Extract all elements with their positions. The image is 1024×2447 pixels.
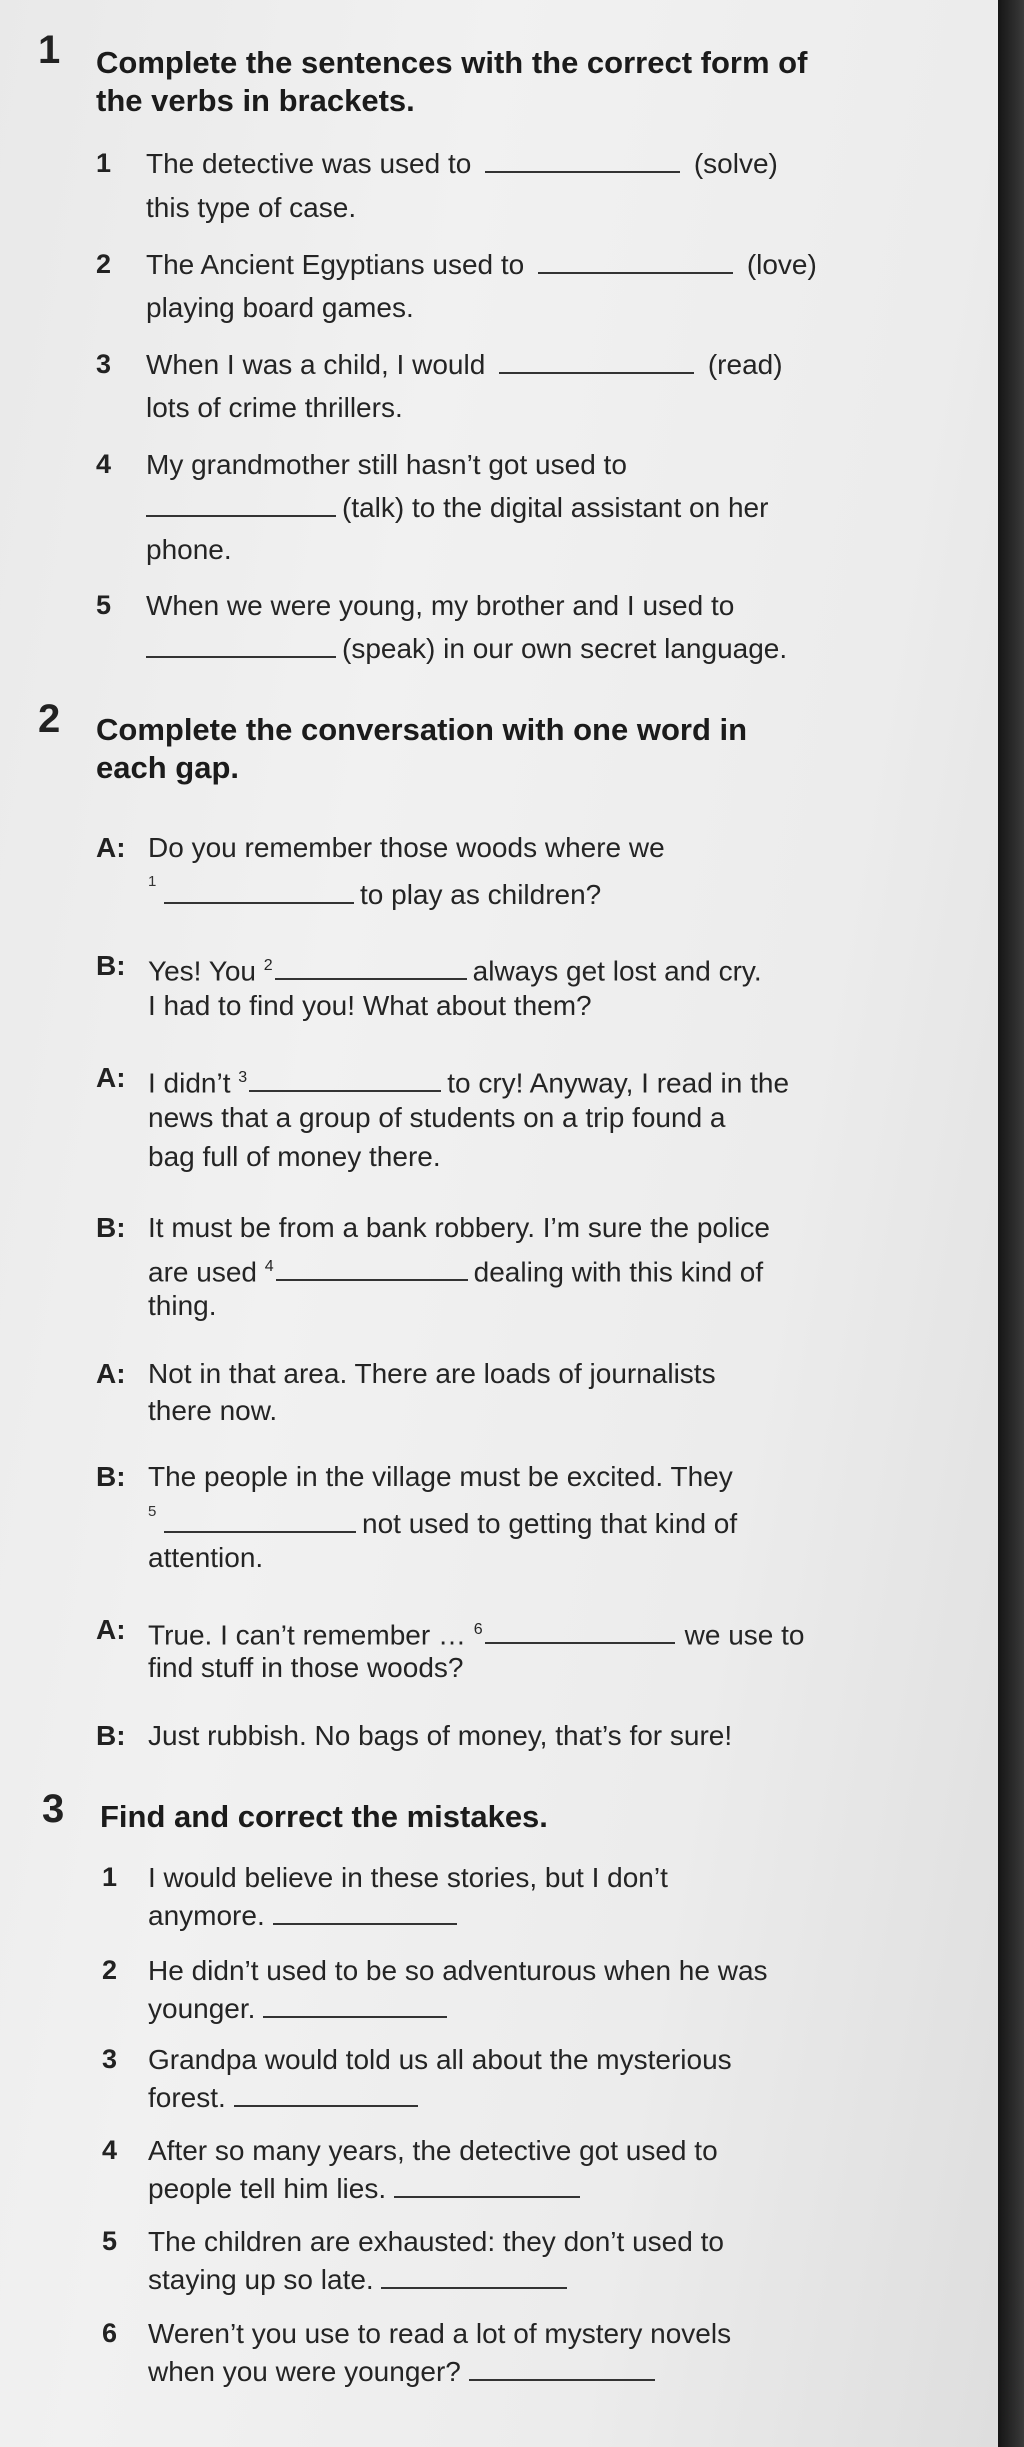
gap-number: 4 xyxy=(264,1258,274,1275)
page-edge-shadow xyxy=(998,0,1024,2447)
s3-item-1-line-1: I would believe in these stories, but I don’t xyxy=(148,1862,668,1893)
answer-blank[interactable] xyxy=(275,956,467,980)
speaker-label: A: xyxy=(96,1614,126,1645)
s1-item-4-line-1: My grandmother still hasn’t got used to xyxy=(146,449,627,480)
s3-item-1-text: anymore. xyxy=(148,1900,265,1931)
s3-item-6-line-2 xyxy=(148,2354,655,2390)
conv-line-2-text-2: I had to find you! What about them? xyxy=(148,990,592,1021)
s1-item-3-number: 3 xyxy=(96,349,112,379)
section-2-number: 2 xyxy=(38,697,61,741)
conv-line-2-text-1 xyxy=(148,948,762,989)
answer-blank[interactable] xyxy=(499,350,694,374)
s3-item-5-text: staying up so late. xyxy=(148,2264,374,2295)
answer-blank[interactable] xyxy=(381,2265,567,2289)
s1-item-4-text-b: (talk) to the digital assistant on her xyxy=(342,492,769,523)
s3-item-4-text: people tell him lies. xyxy=(148,2173,387,2204)
section-1-title-line-1: Complete the sentences with the correct form of xyxy=(96,45,808,80)
gap-number: 2 xyxy=(263,957,273,974)
conv-line-7-text-a: True. I can’t remember … xyxy=(148,1619,466,1651)
answer-blank[interactable] xyxy=(469,2357,655,2381)
gap-number: 3 xyxy=(238,1069,248,1086)
s3-item-3-line-1: Grandpa would told us all about the mysterious xyxy=(148,2044,732,2075)
conv-line-4-text-3: thing. xyxy=(148,1290,217,1321)
s1-item-2-line-2: playing board games. xyxy=(146,292,414,323)
s3-item-2-number: 2 xyxy=(102,1955,118,1985)
s3-item-6-number: 6 xyxy=(102,2318,118,2348)
s3-item-6-line-1: Weren’t you use to read a lot of mystery novels xyxy=(148,2318,732,2349)
section-2-title-line-1: Complete the conversation with one word in xyxy=(96,712,748,747)
s1-item-1-text-a: The detective was used to xyxy=(146,148,472,179)
conv-line-1-text-1: Do you remember those woods where we xyxy=(148,832,665,863)
s3-item-5-number: 5 xyxy=(102,2226,118,2256)
conv-line-7-text-2: find stuff in those woods? xyxy=(148,1652,464,1683)
answer-blank[interactable] xyxy=(485,1620,675,1644)
conv-line-7-text-1 xyxy=(148,1612,805,1653)
s1-item-5-line-1: When we were young, my brother and I used to xyxy=(146,590,735,621)
speaker-label: B: xyxy=(96,1461,126,1492)
conv-line-6-text-2 xyxy=(164,1506,737,1542)
s3-item-3-number: 3 xyxy=(102,2044,118,2074)
answer-blank[interactable] xyxy=(538,250,733,274)
conv-line-1-text-2b: to play as children? xyxy=(360,879,602,910)
s1-item-3-hint: (read) xyxy=(707,349,783,380)
conv-line-3-text-1 xyxy=(148,1060,789,1101)
speaker-label: A: xyxy=(96,1358,126,1389)
s1-item-1-hint: (solve) xyxy=(693,148,778,179)
s3-item-2-line-2 xyxy=(148,1991,447,2027)
conv-line-2-text-b: always get lost and cry. xyxy=(472,955,762,987)
section-3-title: Find and correct the mistakes. xyxy=(100,1799,548,1834)
gap-number: 1 xyxy=(148,873,157,890)
answer-blank[interactable] xyxy=(146,634,336,658)
section-2-title-line-2: each gap. xyxy=(96,750,239,785)
speaker-label: B: xyxy=(96,950,126,981)
s3-item-4-line-1: After so many years, the detective got used to xyxy=(148,2135,718,2166)
s1-item-1-line-1 xyxy=(146,146,778,182)
conv-line-3-text-3: bag full of money there. xyxy=(148,1141,441,1172)
s1-item-4-line-3: phone. xyxy=(146,534,232,565)
s1-item-5-text-b: (speak) in our own secret language. xyxy=(342,633,788,664)
s1-item-1-line-2: this type of case. xyxy=(146,192,357,223)
answer-blank[interactable] xyxy=(276,1257,468,1281)
s3-item-1-number: 1 xyxy=(102,1862,118,1892)
conv-line-7-text-b: we use to xyxy=(684,1619,805,1651)
s3-item-2-text: younger. xyxy=(148,1993,256,2024)
speaker-label: A: xyxy=(96,1062,126,1093)
s3-item-5-line-2 xyxy=(148,2262,567,2298)
s1-item-2-text-a: The Ancient Egyptians used to xyxy=(146,249,525,280)
conv-line-4-text-1: It must be from a bank robbery. I’m sure the police xyxy=(148,1212,770,1243)
s1-item-3-line-1 xyxy=(146,347,783,383)
answer-blank[interactable] xyxy=(164,1509,356,1533)
s1-item-5-number: 5 xyxy=(96,590,112,620)
s1-item-2-hint: (love) xyxy=(746,249,817,280)
s1-item-2-line-1 xyxy=(146,247,817,283)
conv-line-3-text-b: to cry! Anyway, I read in the xyxy=(447,1067,790,1099)
speaker-label: A: xyxy=(96,832,126,863)
s1-item-1-number: 1 xyxy=(96,148,112,178)
s3-item-4-number: 4 xyxy=(102,2135,118,2165)
s1-item-4-line-2 xyxy=(146,490,768,526)
answer-blank[interactable] xyxy=(485,149,680,173)
s3-item-2-line-1: He didn’t used to be so adventurous when he was xyxy=(148,1955,768,1986)
s3-item-3-text: forest. xyxy=(148,2082,226,2113)
gap-number: 6 xyxy=(473,1621,483,1638)
conv-line-8-text-1: Just rubbish. No bags of money, that’s for sure! xyxy=(148,1720,733,1751)
s3-item-1-line-2 xyxy=(148,1898,457,1934)
answer-blank[interactable] xyxy=(146,493,336,517)
conv-line-1-text-2 xyxy=(164,877,601,913)
section-1-number: 1 xyxy=(38,28,61,72)
s1-item-3-line-2: lots of crime thrillers. xyxy=(146,392,403,423)
answer-blank[interactable] xyxy=(263,1994,447,2018)
conv-line-5-text-2: there now. xyxy=(148,1395,278,1426)
conv-line-4-text-b: dealing with this kind of xyxy=(473,1256,764,1288)
answer-blank[interactable] xyxy=(234,2083,418,2107)
answer-blank[interactable] xyxy=(394,2174,580,2198)
conv-line-6-text-2b: not used to getting that kind of xyxy=(362,1508,738,1539)
s1-item-2-number: 2 xyxy=(96,249,112,279)
conv-line-5-text-1: Not in that area. There are loads of journalists xyxy=(148,1358,716,1389)
speaker-label: B: xyxy=(96,1212,126,1243)
s3-item-4-line-2 xyxy=(148,2171,580,2207)
s1-item-5-line-2 xyxy=(146,631,787,667)
speaker-label: B: xyxy=(96,1720,126,1751)
s3-item-6-text: when you were younger? xyxy=(148,2356,461,2387)
gap-number: 5 xyxy=(148,1503,157,1520)
section-3-number: 3 xyxy=(42,1787,65,1831)
conv-line-4-text-2 xyxy=(148,1249,763,1290)
s1-item-3-text-a: When I was a child, I would xyxy=(146,349,486,380)
s3-item-3-line-2 xyxy=(148,2080,418,2116)
conv-line-3-text-a: I didn’t xyxy=(148,1067,231,1099)
conv-line-3-text-2: news that a group of students on a trip found a xyxy=(148,1102,726,1133)
answer-blank[interactable] xyxy=(273,1901,457,1925)
s3-item-5-line-1: The children are exhausted: they don’t used to xyxy=(148,2226,724,2257)
conv-line-6-text-3: attention. xyxy=(148,1542,264,1573)
answer-blank[interactable] xyxy=(164,880,354,904)
section-1-title-line-2: the verbs in brackets. xyxy=(96,83,415,118)
conv-line-6-text-1: The people in the village must be excited. They xyxy=(148,1461,733,1492)
conv-line-4-text-a: are used xyxy=(148,1256,257,1288)
s1-item-4-number: 4 xyxy=(96,449,112,479)
conv-line-2-text-a: Yes! You xyxy=(148,955,256,987)
answer-blank[interactable] xyxy=(249,1068,441,1092)
